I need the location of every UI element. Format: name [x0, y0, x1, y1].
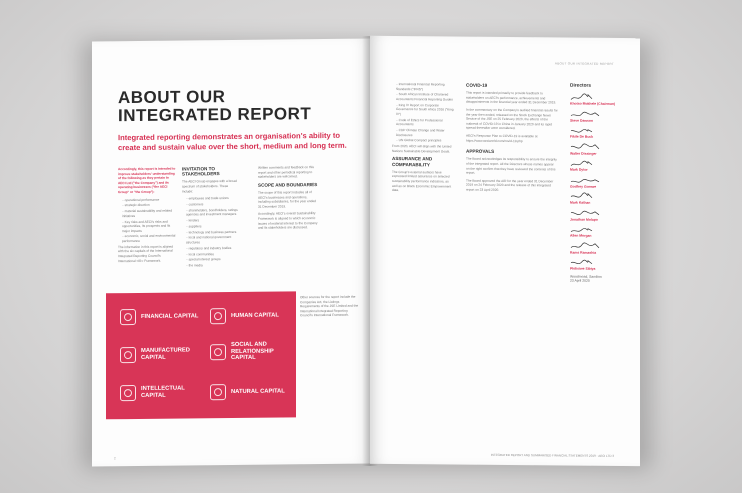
director-entry — [570, 126, 640, 140]
list-item: – lenders — [186, 218, 240, 223]
capital-human — [210, 307, 291, 324]
capital-label: NATURAL CAPITAL — [231, 388, 285, 395]
director-name: Mark Kathan — [570, 200, 591, 205]
capital-intellectual — [120, 384, 201, 401]
col3-lower-para: Other sources for the report include the Companies Act, the Listings Requirements of the JSE Limited and the International Integrated Reporting Council's International Framework. — [300, 294, 359, 318]
handshake-icon — [210, 344, 226, 360]
director-entry — [570, 159, 640, 173]
column-3-lower — [300, 295, 360, 322]
director-name: Steve Dawson — [570, 118, 593, 123]
running-header: ABOUT OUR INTEGRATED REPORT — [554, 61, 614, 66]
list-item: – local communities — [186, 252, 240, 257]
list-item: – Code of Ethics for Professional Accountants — [396, 118, 454, 128]
signature-image — [570, 93, 640, 103]
capital-label: HUMAN CAPITAL — [231, 312, 279, 319]
signing-date: 23 April 2020 — [570, 278, 590, 283]
capital-financial — [120, 308, 201, 325]
signing-place: Woodmead, Sandton — [570, 274, 602, 279]
column-3 — [258, 165, 320, 233]
list-item: – employees and trade unions — [186, 196, 240, 201]
list-item: – shareholders, bondholders, ratings agencies and investment managers — [186, 208, 240, 218]
col3-heading: SCOPE AND BOUNDARIES — [258, 181, 318, 188]
director-entry — [570, 142, 640, 156]
page-number-left: 2 — [114, 456, 116, 461]
director-name: Mark Dytor — [570, 167, 588, 172]
col3-para-3: Accordingly, AECI's overall Sustainability Framework is aligned to which economic issues of material interest to the Company and its stakeholders are discussed. — [258, 211, 318, 230]
directors-list — [570, 93, 640, 272]
director-entry — [570, 192, 640, 206]
right-column-1 — [392, 82, 454, 196]
col2-list — [182, 196, 240, 268]
signature-image — [570, 225, 640, 235]
capital-natural — [210, 383, 291, 400]
frameworks-list — [392, 82, 454, 144]
list-item: – local and national government structures — [186, 235, 240, 245]
director-entry — [570, 109, 640, 123]
list-item: – customers — [186, 202, 240, 207]
col3-para-1: Written comments and feedback on this report and other periodical reporting to stakeholders are welcomed. — [258, 165, 314, 179]
directors-heading: Directors — [570, 83, 592, 89]
director-name: Allen Morgan — [570, 233, 592, 238]
director-name: Khotso Mokhele (Chairman) — [570, 101, 616, 106]
rc1-para-2: The Group's external auditors have expressed limited assurance on selected sustainability performance indicators, as well as on Black Economic Empowerment data. — [392, 169, 452, 193]
director-name: Godfrey Gomwe — [570, 184, 597, 189]
capital-label: MANUFACTURED CAPITAL — [141, 347, 190, 361]
list-item: – operational performance — [122, 197, 176, 202]
director-entry — [570, 175, 640, 189]
people-icon — [210, 308, 226, 324]
intro-statement: Integrated reporting demonstrates an organisation's ability to create and sustain value over the short, medium and long term. — [118, 130, 347, 153]
director-name: Jonathan Molapo — [570, 217, 598, 222]
rc2-para-4: The Board acknowledges its responsibility to ensure the integrity of the integrated report. All the Directors whose names appear on the right confirm that they have reviewed the contents of this report. — [466, 157, 557, 175]
director-name: Philisiwe Sibiya — [570, 266, 596, 271]
leaf-icon — [210, 384, 226, 400]
title-line-2: INTEGRATED REPORT — [118, 104, 312, 126]
list-item: – economic, social and environmental performance — [122, 234, 176, 244]
directors-signatures — [570, 84, 640, 284]
director-entry — [570, 93, 640, 107]
col1-list — [118, 197, 176, 244]
list-item: – special interest groups — [186, 257, 240, 262]
col1-para: The information in this report is aligned with the six capitals of the International Integrated Reporting Council's International <IR> Framework. — [118, 244, 173, 263]
list-item: – King IV Report on Corporate Governance for South Africa 2016 ("King IV") — [396, 103, 454, 117]
signature-image — [570, 109, 640, 119]
rc2-para-1: This report is intended primarily to provide feedback to stakeholders on AECI's performance, achievements and disappointments in the financial year ended 31 December 2019. — [466, 90, 557, 105]
list-item: – strategic direction — [122, 203, 176, 208]
six-capitals-panel — [106, 291, 296, 419]
column-2 — [182, 166, 240, 270]
capital-label: FINANCIAL CAPITAL — [141, 313, 199, 320]
signature-image — [570, 258, 640, 268]
list-item: – the media — [186, 263, 240, 268]
col2-heading: INVITATION TO STAKEHOLDERS — [182, 166, 220, 177]
director-entry — [570, 258, 640, 272]
coins-icon — [120, 309, 136, 325]
list-item: – Key risks and AECI's risks and opportunities, its prospects and its major impacts — [122, 219, 176, 233]
signature-image — [570, 192, 640, 202]
director-entry — [570, 208, 640, 222]
col1-lead: Accordingly, this report is intended to improve stakeholders' understanding of the following as they pertain to AECI Ltd ("the Company") and its operating businesses ("the AECI Group" or "the Group"): — [118, 166, 176, 195]
col2-para: The AECI Group engages with a broad spectrum of stakeholders. These include: — [182, 179, 237, 194]
col3-para-2: The scope of this report includes all of AECI's businesses and operations, including subsidiaries, for the year ended 31 December 2019. — [258, 190, 316, 209]
signature-image — [570, 241, 640, 251]
list-item: – material sustainability and related initiatives — [122, 209, 176, 219]
rc2-para-3: AECI's Response Plan to COVID-19 is available at https://www.aeciworld.com/covid-19.php — [466, 133, 538, 143]
rc2-para-5: The Board approved the AIR for the year ended 31 December 2019 on 24 February 2020 and the release of this integrated report on 23 April 2020. — [466, 178, 554, 192]
right-page — [370, 36, 640, 466]
approvals-heading: APPROVALS — [466, 148, 495, 155]
rc1-heading: ASSURANCE AND COMPARABILITY — [392, 156, 433, 167]
covid-heading: COVID-19 — [466, 82, 488, 88]
signature-image — [570, 142, 640, 152]
page-title — [118, 87, 318, 125]
right-column-2 — [466, 83, 558, 196]
list-item: – regulatory and industry bodies — [186, 246, 240, 251]
capital-label: SOCIAL AND RELATIONSHIP CAPITAL — [231, 341, 274, 362]
director-name: Rams Ramashia — [570, 250, 597, 255]
signature-image — [570, 175, 640, 185]
director-name: Fikile De Buck — [570, 134, 594, 139]
director-entry — [570, 225, 640, 239]
rc2-para-2: In the commentary on the Company's audited financial results for the year then ended, released on the Stock Exchange News Service of the JSE on 25 February 2020, the effects of the outbreak of COVID-19 in China in January 2020 and its rapid spread thereafter were considered. — [466, 107, 558, 131]
rc1-para-1: From 2020, AECI will align with the United Nations Sustainable Development Goals. — [392, 144, 452, 154]
signature-image — [570, 208, 640, 218]
signature-image — [570, 159, 640, 169]
list-item: – International Financial Reporting Standards ("IFRS") — [396, 82, 454, 92]
signature-image — [570, 126, 640, 136]
list-item: – UN Global Compact principles — [396, 139, 454, 144]
column-1 — [118, 167, 176, 267]
capital-manufactured — [120, 346, 201, 363]
list-item: – CDP Climate Change and Water Disclosures — [396, 128, 454, 138]
title-line-1: ABOUT OUR — [118, 87, 226, 108]
director-name: Walter Dissinger — [570, 151, 597, 156]
director-entry — [570, 241, 640, 255]
list-item: – suppliers — [186, 224, 240, 229]
list-item: – South African Institute of Chartered Accountants Financial Reporting Guides — [396, 92, 454, 102]
factory-icon — [120, 347, 136, 363]
capital-social — [210, 341, 291, 362]
list-item: – technology and business partners — [186, 230, 240, 235]
capital-label: INTELLECTUAL CAPITAL — [141, 385, 185, 399]
left-page — [92, 39, 370, 467]
lightbulb-icon — [120, 385, 136, 401]
page-footer-right: INTEGRATED REPORT AND SUMMARISED FINANCIAL STATEMENTS 2019 · AECI LTD 3 — [490, 452, 614, 458]
